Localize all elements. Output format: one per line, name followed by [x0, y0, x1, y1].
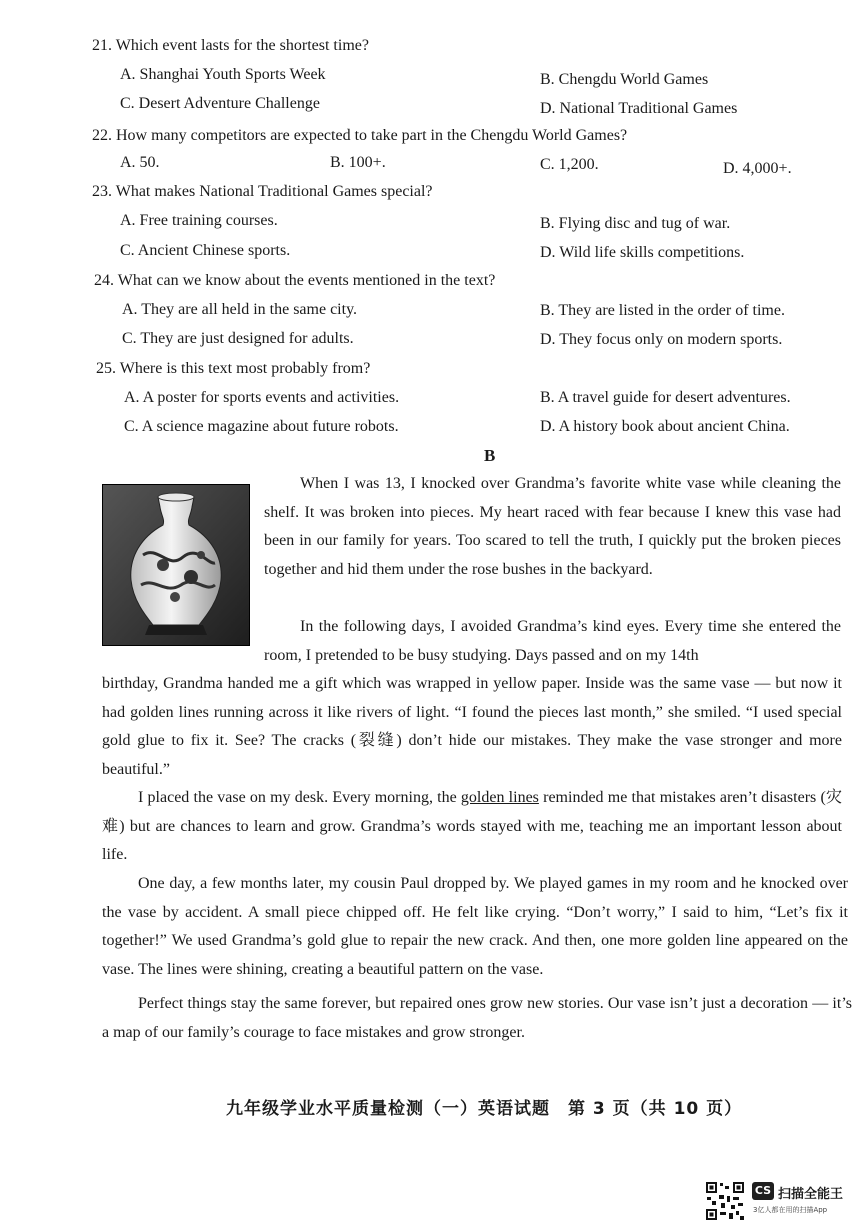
q25-option-d: D. A history book about ancient China.: [540, 418, 790, 435]
question-24: 24. What can we know about the events mentioned in the text?: [94, 272, 496, 289]
q24-option-d: D. They focus only on modern sports.: [540, 331, 783, 348]
paragraph-3: [102, 784, 842, 870]
q22-option-b: B. 100+.: [330, 154, 386, 171]
paragraph-2-start: In the following days, I avoided Grandma’s kind eyes. Every time she entered the room, I pretended to be busy studying. Days passed and on my 14th: [264, 618, 841, 664]
q23-option-d: D. Wild life skills competitions.: [540, 244, 745, 261]
q25-option-a: A. A poster for sports events and activities.: [124, 389, 400, 406]
q23-option-c: C. Ancient Chinese sports.: [120, 242, 291, 259]
question-22: 22. How many competitors are expected to take part in the Chengdu World Games?: [92, 127, 628, 144]
q22-option-d: D. 4,000+.: [723, 160, 792, 177]
paragraph-3-text-a: I placed the vase on my desk. Every morning, the: [138, 789, 461, 806]
q21-option-a: A. Shanghai Youth Sports Week: [120, 66, 326, 83]
q25-option-c: C. A science magazine about future robots.: [124, 418, 399, 435]
vase-illustration: [103, 485, 249, 645]
q23-option-b: B. Flying disc and tug of war.: [540, 215, 731, 232]
page-footer: 九年级学业水平质量检测（一）英语试题 第 3 页（共 10 页）: [226, 1099, 743, 1119]
q24-option-c: C. They are just designed for adults.: [122, 330, 354, 347]
paragraph-1: When I was 13, I knocked over Grandma’s favorite white vase while cleaning the shelf. It was broken into pieces. My heart raced with fear because I knew this vase had been in our family for years. Too scared to tell the truth, I quickly put the broken pieces together and hid them under the rose bushes in the backyard.: [264, 475, 841, 578]
q22-option-c: C. 1,200.: [540, 156, 599, 173]
q21-option-d: D. National Traditional Games: [540, 100, 738, 117]
q24-option-a: A. They are all held in the same city.: [122, 301, 358, 318]
camscanner-tagline: 3亿人都在用的扫描App: [753, 1206, 828, 1214]
q21-option-c: C. Desert Adventure Challenge: [120, 95, 320, 112]
camscanner-logo: CS: [752, 1182, 774, 1200]
q21-option-b: B. Chengdu World Games: [540, 71, 709, 88]
paragraph-2-cont: birthday, Grandma handed me a gift which was wrapped in yellow paper. Inside was the same vase — but now it had golden lines running across it like rivers of light. “I found the pieces last month,” she smiled. “I used special gold glue to fix it. See? The cracks (裂缝) don’t hide our mistakes. They make the vase stronger and more beautiful.”: [102, 675, 842, 778]
camscanner-name: 扫描全能王: [778, 1187, 844, 1202]
q25-option-b: B. A travel guide for desert adventures.: [540, 389, 791, 406]
section-b-heading: B: [484, 446, 496, 465]
q23-option-a: A. Free training courses.: [120, 212, 278, 229]
paragraph-4: One day, a few months later, my cousin Paul dropped by. We played games in my room and he knocked over the vase by accident. A small piece chipped off. He felt like crying. “Don’t worry,” I said to him, “Let’s fix it together!” We used Grandma’s gold glue to repair the new crack. And then, one more golden line appeared on the vase. The lines were shining, creating a beautiful pattern on the vase.: [102, 875, 848, 978]
question-25: 25. Where is this text most probably from?: [96, 360, 371, 377]
paragraph-5: Perfect things stay the same forever, but repaired ones grow new stories. Our vase isn’t just a decoration — it’s a map of our family’s courage to face mistakes and grow stronger.: [102, 995, 852, 1041]
question-21: 21. Which event lasts for the shortest time?: [92, 37, 369, 54]
golden-lines-underlined: golden lines: [460, 789, 539, 806]
vase-photo: [102, 484, 250, 646]
paragraph-3-text-b: reminded me that mistakes aren’t disasters (灾难) but are chances to learn and grow. Grandma’s words stayed with me, teaching me an important lesson about life.: [102, 789, 843, 864]
q22-option-a: A. 50.: [120, 154, 160, 171]
qr-code-icon: [705, 1181, 745, 1221]
q24-option-b: B. They are listed in the order of time.: [540, 302, 785, 319]
question-23: 23. What makes National Traditional Games special?: [92, 183, 433, 200]
